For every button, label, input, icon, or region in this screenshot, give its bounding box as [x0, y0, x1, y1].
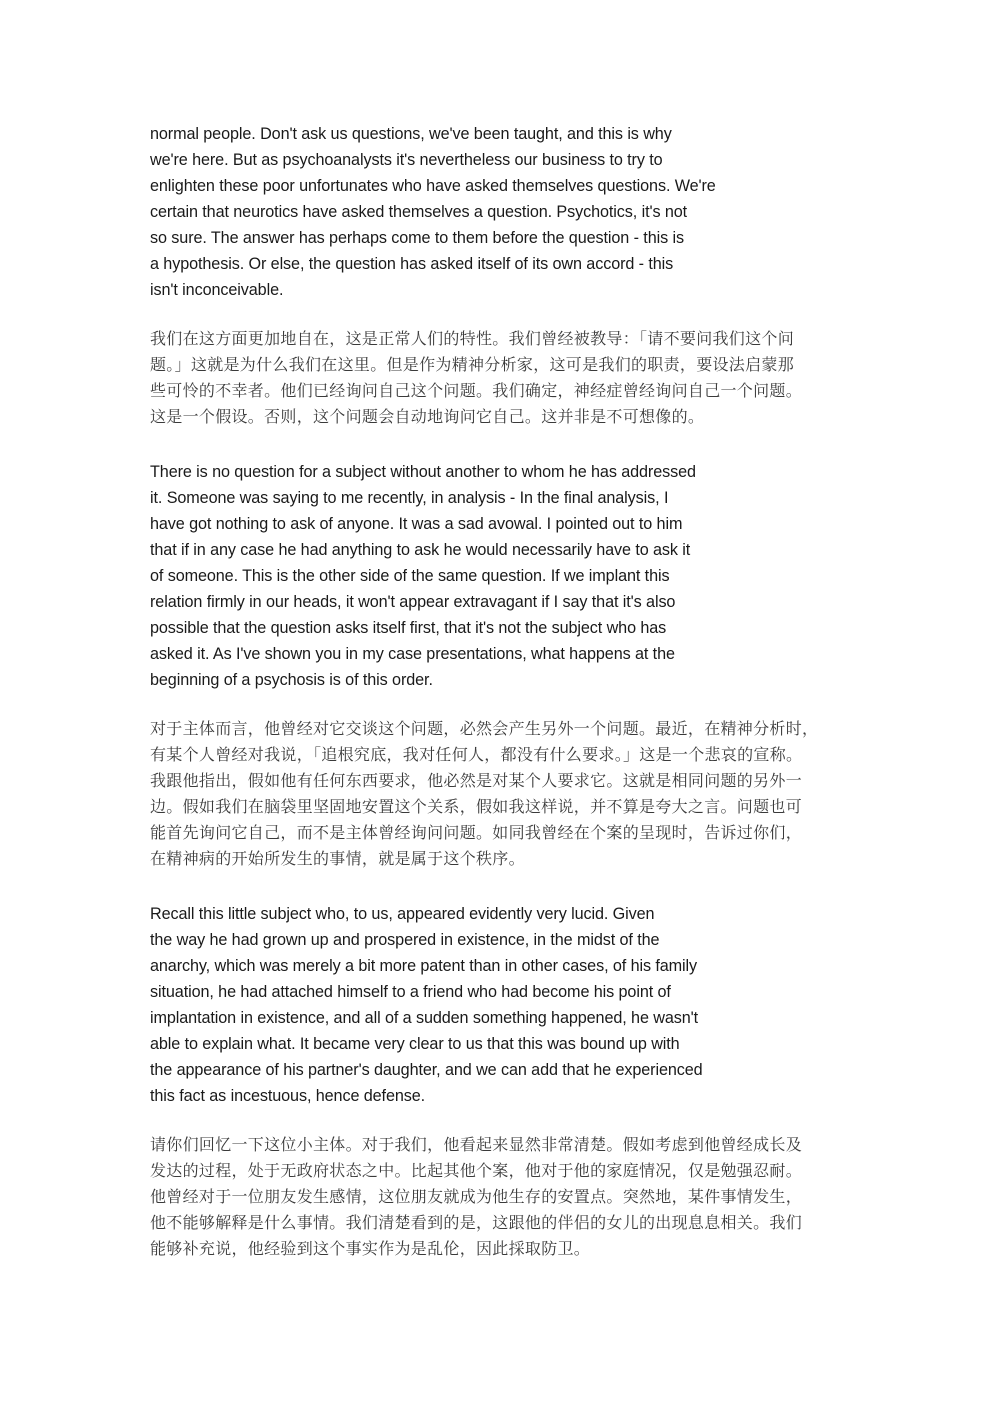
paragraph-english-1 — [150, 121, 716, 303]
text-line: a hypothesis. Or else, the question has asked itself of its own accord - this — [150, 255, 674, 273]
text-line: relation firmly in our heads, it won't appear extravagant if I say that it's also — [150, 593, 676, 611]
text-line: 能首先询问它自己，而不是主体曾经询问问题。如同我曾经在个案的呈现时，告诉过你们， — [150, 823, 803, 842]
text-line: anarchy, which was merely a bit more patent than in other cases, of his family — [150, 957, 698, 975]
text-line: 请你们回忆一下这位小主体。对于我们，他看起来显然非常清楚。假如考虑到他曾经成长及 — [150, 1135, 803, 1154]
text-line: normal people. Don't ask us questions, we've been taught, and this is why — [150, 125, 672, 143]
text-line: that if in any case he had anything to ask he would necessarily have to ask it — [150, 541, 691, 559]
text-line: 在精神病的开始所发生的事情，就是属于这个秩序。 — [150, 849, 525, 868]
text-line: 他曾经对于一位朋友发生感情，这位朋友就成为他生存的安置点。突然地，某件事情发生， — [150, 1187, 803, 1206]
text-line: the appearance of his partner's daughter, and we can add that he experienced — [150, 1061, 703, 1079]
text-line: we're here. But as psychoanalysts it's nevertheless our business to try to — [150, 151, 663, 169]
paragraph-english-3 — [150, 901, 703, 1109]
text-line: able to explain what. It became very clear to us that this was bound up with — [150, 1035, 680, 1053]
text-line: 我们在这方面更加地自在，这是正常人们的特性。我们曾经被教导：「请不要问我们这个问 — [150, 329, 795, 348]
text-line: 边。假如我们在脑袋里坚固地安置这个关系，假如我这样说，并不算是夸大之言。问题也可 — [150, 797, 803, 816]
text-line: asked it. As I've shown you in my case presentations, what happens at the — [150, 645, 675, 663]
text-line: certain that neurotics have asked themselves a question. Psychotics, it's not — [150, 203, 688, 221]
text-line: 有某个人曾经对我说，「追根究底，我对任何人，都没有什么要求。」这是一个悲哀的宣称。 — [150, 745, 803, 764]
text-line: 他不能够解释是什么事情。我们清楚看到的是，这跟他的伴侣的女儿的出现息息相关。我们 — [150, 1213, 803, 1232]
paragraph-chinese-1 — [150, 326, 802, 430]
paragraph-chinese-2 — [150, 716, 818, 872]
text-line: 这是一个假设。否则，这个问题会自动地询问它自己。这并非是不可想像的。 — [150, 407, 705, 426]
text-line: 些可怜的不幸者。他们已经询问自己这个问题。我们确定，神经症曾经询问自己一个问题。 — [150, 381, 803, 400]
text-line: 我跟他指出，假如他有任何东西要求，他必然是对某个人要求它。这就是相同问题的另外一 — [150, 771, 803, 790]
text-line: beginning of a psychosis is of this order. — [150, 671, 433, 689]
text-line: isn't inconceivable. — [150, 281, 284, 299]
text-line: implantation in existence, and all of a sudden something happened, he wasn't — [150, 1009, 699, 1027]
paragraph-chinese-3 — [150, 1132, 802, 1262]
text-line: 题。」这就是为什么我们在这里。但是作为精神分析家，这可是我们的职责，要设法启蒙那 — [150, 355, 795, 374]
text-line: 对于主体而言，他曾经对它交谈这个问题，必然会产生另外一个问题。最近，在精神分析时， — [150, 719, 819, 738]
text-line: so sure. The answer has perhaps come to them before the question - this is — [150, 229, 684, 247]
text-line: it. Someone was saying to me recently, in analysis - In the final analysis, I — [150, 489, 669, 507]
text-line: situation, he had attached himself to a friend who had become his point of — [150, 983, 671, 1001]
text-line: of someone. This is the other side of the same question. If we implant this — [150, 567, 670, 585]
text-line: There is no question for a subject without another to whom he has addressed — [150, 463, 696, 481]
text-line: have got nothing to ask of anyone. It was a sad avowal. I pointed out to him — [150, 515, 683, 533]
text-line: possible that the question asks itself first, that it's not the subject who has — [150, 619, 667, 637]
paragraph-english-2 — [150, 459, 696, 693]
text-line: 发达的过程，处于无政府状态之中。比起其他个案，他对于他的家庭情况，仅是勉强忍耐。 — [150, 1161, 803, 1180]
text-line: the way he had grown up and prospered in existence, in the midst of the — [150, 931, 660, 949]
text-line: 能够补充说，他经验到这个事实作为是乱伦，因此採取防卫。 — [150, 1239, 591, 1258]
text-line: this fact as incestuous, hence defense. — [150, 1087, 426, 1105]
text-line: enlighten these poor unfortunates who have asked themselves questions. We're — [150, 177, 716, 195]
text-line: Recall this little subject who, to us, appeared evidently very lucid. Given — [150, 905, 655, 923]
